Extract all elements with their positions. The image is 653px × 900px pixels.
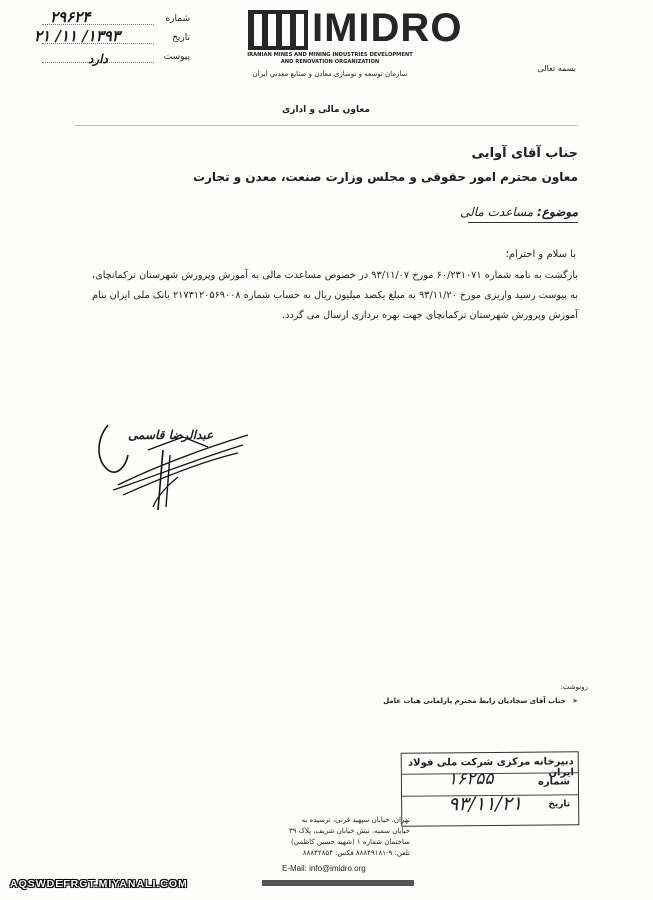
letter-date-label: تاریخ xyxy=(172,33,190,43)
org-name-english-line1: IRANIAN MINES AND MINING INDUSTRIES DEVELOPMENT xyxy=(247,52,413,58)
footer-address xyxy=(262,815,410,859)
footer-bar xyxy=(262,880,414,886)
greeting: با سلام و احترام؛ xyxy=(505,249,576,260)
org-name-english-line2: AND RENOVATION ORGANIZATION xyxy=(280,59,380,65)
stamp-number-value: ۱۶۲۵۵ xyxy=(447,768,494,790)
stamp-title: دبیرخانه مرکزی شرکت ملی فولاد ایران xyxy=(407,756,574,779)
site-watermark: AQSWDEFRGT.MIYANALI.COM xyxy=(10,878,188,890)
phone-fax: تلفن: ۹-۸۸۸۴۹۱۸۱ فکس: ۸۸۸۴۲۸۵۴ xyxy=(302,849,410,857)
header-separator xyxy=(75,125,578,126)
address-line: ساختمان شماره ۱ (شهید حسین کاظمی) xyxy=(290,838,410,846)
registry-stamp xyxy=(401,751,580,827)
recipient-title: معاون محترم امور حقوقی و مجلس وزارت صنعت، معدن و تجارت xyxy=(192,170,578,184)
letter-reference-fields xyxy=(34,8,190,67)
subject-line xyxy=(460,205,578,219)
letter-number-label: شماره xyxy=(165,14,190,24)
recipient-name: جناب آقای آوایی xyxy=(471,146,578,161)
subject-text: مساعدت مالی xyxy=(460,205,534,219)
org-name-english xyxy=(240,52,420,66)
letter-attachment-label: پیوست xyxy=(163,52,190,62)
org-name-persian: سازمان توسعه و نوسازی معادن و صنایع معدنی ایران xyxy=(252,70,408,78)
subject-underline xyxy=(468,222,578,223)
sender-department: معاون مالی و اداری xyxy=(282,105,370,115)
stamp-date-label: تاریخ xyxy=(548,799,571,810)
cc-item xyxy=(383,697,578,705)
bismillah: بسمه تعالی xyxy=(537,64,576,73)
letter-number-value: ۲۹۶۲۴ xyxy=(50,8,91,26)
stamp-number-label: شماره xyxy=(537,776,570,788)
stamp-date-value: ۹۳/۱۱/۲۱ xyxy=(448,792,523,816)
logo-wordmark: IMIDRO xyxy=(312,6,463,50)
footer-email: E-Mail: info@imidro.org xyxy=(282,864,366,873)
signatory-name: عبدالرضا قاسمی xyxy=(128,428,214,442)
cc-label: رونوشت: xyxy=(560,683,588,691)
pointer-bullet-icon: ➤ xyxy=(572,697,578,705)
cc-item-text: جناب آقای سجادیان رابط محترم پارلمانی هیات عامل xyxy=(383,697,566,705)
imidro-logo xyxy=(248,6,463,50)
address-line: تهران، خیابان سپهبد قرنی، نرسیده به xyxy=(301,816,410,824)
letter-date-row xyxy=(34,27,190,48)
letter-attachment-value: دارد xyxy=(88,52,108,66)
logo-mark-icon xyxy=(248,10,308,50)
letter-attachment-row xyxy=(40,48,190,67)
address-line: خیابان سمیه، نبش خیابان شریف، پلاک ۳۹ xyxy=(288,827,410,835)
letter-body: بازگشت به نامه شماره ۶۰/۲۳۱۰۷۱ مورخ ۹۳/۱۱/۰۷ در خصوص مساعدت مالی به آموزش وپرورش شهرستان ترکمانچای، به پیوست رسید واریزی مورخ ۹۳/۱۱/۲۰ به مبلغ یکصد میلیون ریال به حساب شماره ۲۱۷۳۱۲۰۵۶۹۰۰۸ بانک ملی ایران بنام آموزش وپرورش شهرستان ترکمانچای جهت بهره برداری ارسال می گردد. xyxy=(92,270,578,321)
subject-label: موضوع: xyxy=(537,205,578,219)
letter-date-value: ۱۳۹۳/ ۱۱/ ۲۱ xyxy=(34,27,120,45)
